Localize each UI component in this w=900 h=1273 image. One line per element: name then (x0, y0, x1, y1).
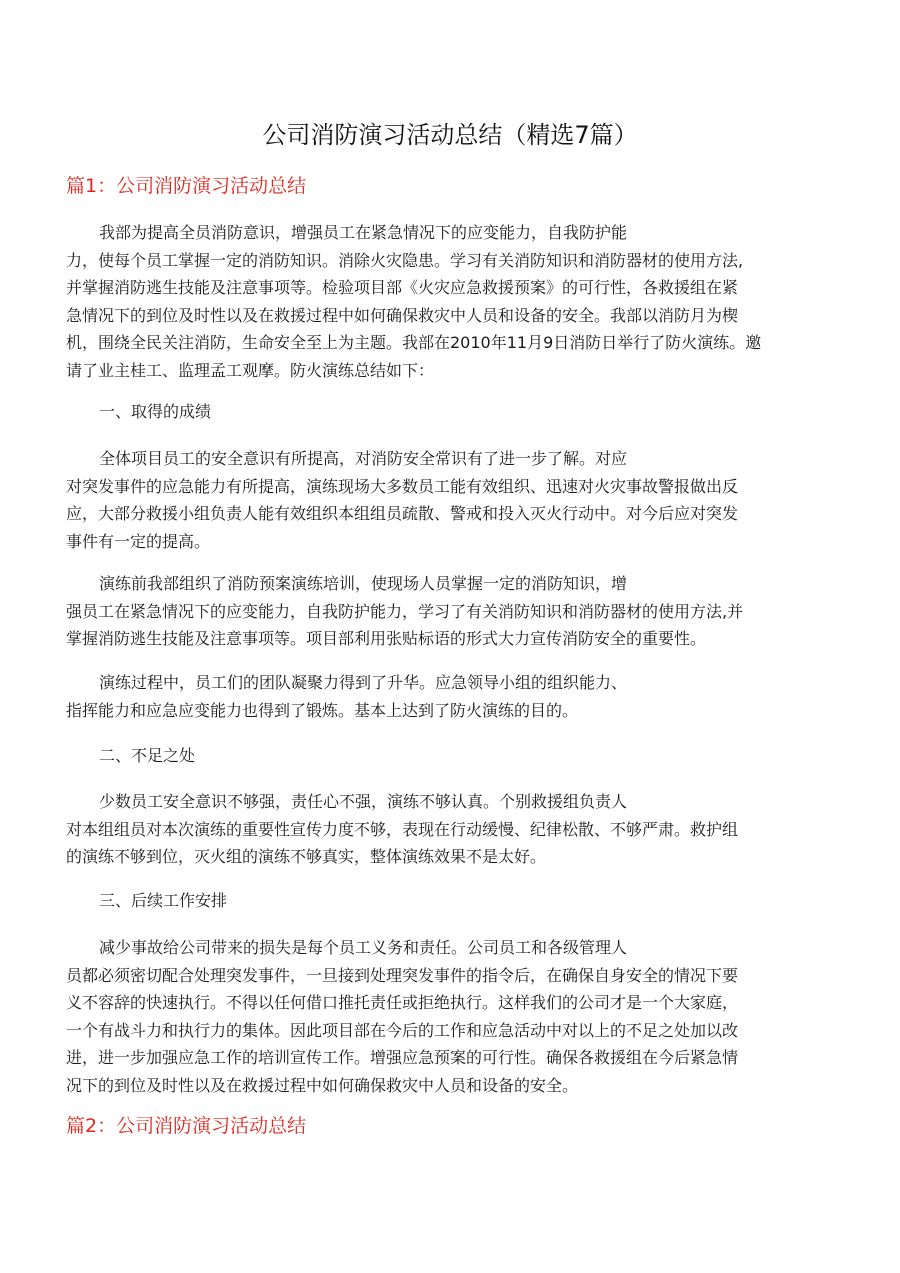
followup-paragraph (66, 934, 836, 1099)
text-line: 况下的到位及时性以及在救援过程中如何确保救灾中人员和设备的安全。 (66, 1075, 579, 1095)
text-line: 对突发事件的应急能力有所提高，演练现场大多数员工能有效组织、迅速对火灾事故警报做出反 (66, 476, 739, 496)
subheading-followup: 三、后续工作安排 (99, 891, 228, 910)
section-2-heading: 篇2：公司消防演习活动总结 (66, 1115, 307, 1137)
text-line: 的演练不够到位，灭火组的演练不够真实，整体演练效果不是太好。 (66, 847, 547, 866)
document-title: 公司消防演习活动总结（精选7篇） (262, 121, 638, 149)
shortcomings-paragraph (66, 788, 836, 871)
section-1-heading: 篇1：公司消防演习活动总结 (66, 175, 307, 197)
teamwork-paragraph (66, 669, 836, 724)
text-line: 少数员工安全意识不够强，责任心不强，演练不够认真。个别救援组负责人 (99, 792, 628, 811)
text-line: 进，进一步加强应急工作的培训宣传工作。增强应急预案的可行性。确保各救援组在今后紧急情 (66, 1048, 739, 1067)
achievements-paragraph (66, 445, 836, 555)
text-line: 对本组组员对本次演练的重要性宣传力度不够，表现在行动缓慢、纪律松散、不够严肃。救护组 (66, 819, 739, 839)
subheading-shortcomings: 二、不足之处 (99, 746, 196, 765)
text-line: 请了业主桂工、监理孟工观摩。防火演练总结如下： (66, 360, 435, 380)
text-line: 强员工在紧急情况下的应变能力，自我防护能力，学习了有关消防知识和消防器材的使用方法,并 (66, 601, 744, 621)
text-line: 我部为提高全员消防意识，增强员工在紧急情况下的应变能力，自我防护能 (99, 223, 628, 242)
text-line: 演练过程中，员工们的团队凝聚力得到了升华。应急领导小组的组织能力、 (99, 673, 628, 692)
text-line: 事件有一定的提高。 (66, 531, 211, 551)
training-paragraph (66, 570, 836, 653)
text-line: 急情况下的到位及时性以及在救援过程中如何确保救灾中人员和设备的安全。我部以消防月为楔 (66, 305, 739, 325)
text-line: 一个有战斗力和执行力的集体。因此项目部在今后的工作和应急活动中对以上的不足之处加以改 (66, 1020, 739, 1040)
text-line: 全体项目员工的安全意识有所提高，对消防安全常识有了进一步了解。对应 (99, 449, 628, 468)
text-line: 机，围绕全民关注消防，生命安全至上为主题。我部在2010年11月9日消防日举行了防火演练。邀 (66, 333, 762, 352)
section-1-intro-paragraph (66, 219, 836, 384)
text-line: 掌握消防逃生技能及注意事项等。项目部利用张贴标语的形式大力宣传消防安全的重要性。 (66, 629, 707, 648)
subheading-achievements: 一、取得的成绩 (99, 402, 212, 421)
text-line: 指挥能力和应急应变能力也得到了锻炼。基本上达到了防火演练的目的。 (66, 700, 579, 720)
text-line: 员都必须密切配合处理突发事件，一旦接到处理突发事件的指令后，在确保自身安全的情况下要 (66, 965, 739, 985)
text-line: 并掌握消防逃生技能及注意事项等。检验项目部《火灾应急救援预案》的可行性，各救援组在紧 (66, 278, 739, 297)
text-line: 义不容辞的快速执行。不得以任何借口推托责任或拒绝执行。这样我们的公司才是一个大家庭， (66, 993, 739, 1012)
text-line: 应，大部分救援小组负责人能有效组织本组组员疏散、警戒和投入灭火行动中。对今后应对突发 (66, 504, 739, 523)
text-line: 力，使每个员工掌握一定的消防知识。消除火灾隐患。学习有关消防知识和消防器材的使用方法, (66, 250, 744, 270)
text-line: 演练前我部组织了消防预案演练培训，使现场人员掌握一定的消防知识，增 (99, 574, 628, 593)
text-line: 减少事故给公司带来的损失是每个员工义务和责任。公司员工和各级管理人 (99, 938, 628, 957)
